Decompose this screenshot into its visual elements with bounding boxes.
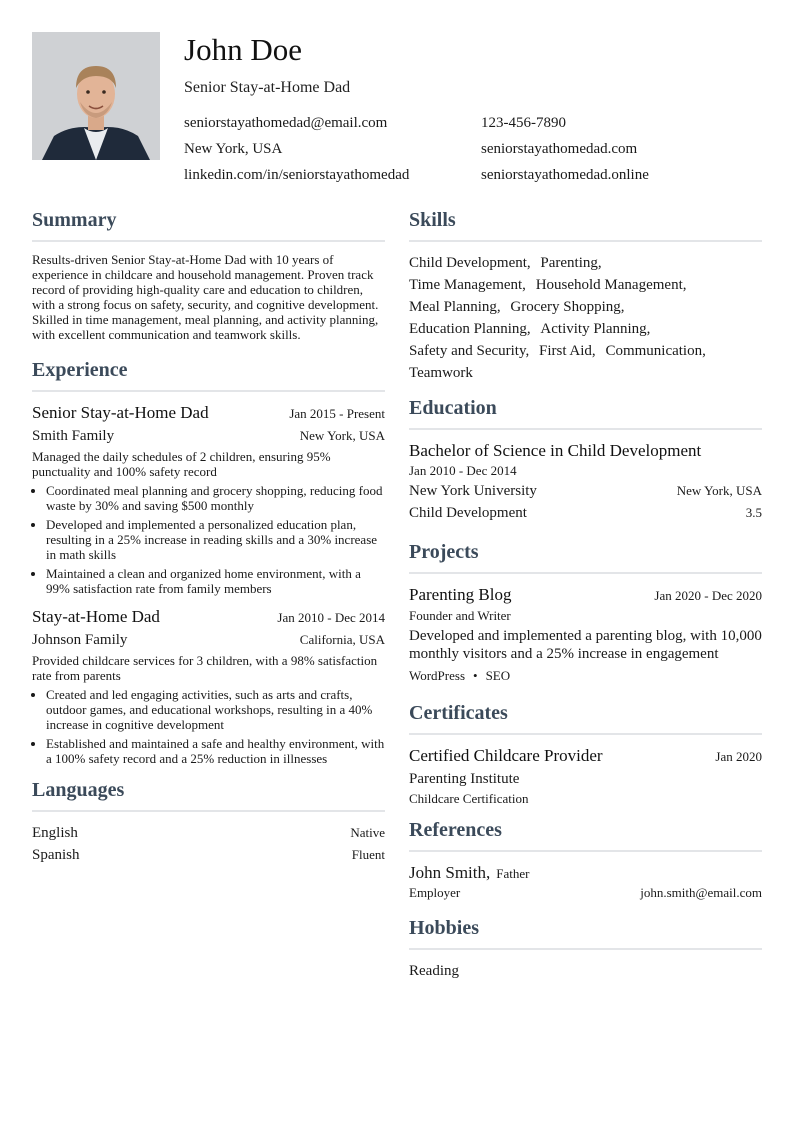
degree-title: Bachelor of Science in Child Development: [409, 441, 702, 460]
section-title: Hobbies: [409, 917, 480, 939]
certificate-issuer: Parenting Institute: [409, 771, 520, 787]
project-title: Parenting Blog: [409, 585, 512, 604]
hobbies-section: [409, 914, 762, 982]
skill-item: Activity Planning,: [540, 321, 651, 337]
section-divider: [409, 733, 762, 735]
skill-item: Communication,: [605, 343, 706, 359]
project-keywords: WordPress • SEO: [409, 668, 511, 683]
reference-role: Employer: [409, 885, 461, 900]
language-name: Spanish: [32, 847, 80, 863]
section-divider: [409, 850, 762, 852]
profile-photo: [32, 32, 160, 160]
languages-section: [32, 776, 385, 866]
section-divider: [409, 240, 762, 242]
phone-link[interactable]: 123-456-7890: [481, 115, 566, 131]
summary-section: [32, 206, 385, 342]
keyword-tag: WordPress: [409, 668, 466, 683]
job-date: Jan 2015 - Present: [289, 406, 385, 421]
right-column: [409, 206, 762, 982]
hobby-item: Reading: [409, 963, 459, 979]
education-section: [409, 394, 762, 538]
field-of-study: Child Development: [409, 505, 527, 521]
section-title: Skills: [409, 209, 456, 231]
skill-item: Time Management,: [409, 277, 526, 293]
education-date: Jan 2010 - Dec 2014: [409, 463, 517, 478]
certificate-date: Jan 2020: [715, 749, 762, 764]
section-title: Education: [409, 397, 497, 419]
skill-item: Education Planning,: [409, 321, 531, 337]
section-divider: [32, 810, 385, 812]
certificates-section: [409, 699, 762, 816]
candidate-title: Senior Stay-at-Home Dad: [184, 79, 351, 96]
achievement-list: [32, 483, 385, 596]
employer-name: Smith Family: [32, 428, 115, 444]
achievement-item: • Created and led engaging activities, such as arts and crafts, outdoor games, and educational workshops, resulting in a 40% increase in cognitive development: [46, 687, 385, 732]
achievement-item: • Developed and implemented a personalized education plan, resulting in a 25% increase in reading skills and a 30% increase in math skills: [46, 517, 385, 562]
skill-item: Grocery Shopping,: [510, 299, 625, 315]
website-link-secondary[interactable]: seniorstayathomedad.online: [481, 167, 649, 183]
language-level: Fluent: [351, 847, 385, 862]
certificate-type: Childcare Certification: [409, 791, 529, 806]
job-location: California, USA: [299, 632, 385, 647]
experience-section: [32, 356, 385, 766]
section-title: Projects: [409, 541, 479, 563]
reference-relation: Father: [496, 866, 530, 881]
job-date: Jan 2010 - Dec 2014: [277, 610, 385, 625]
section-title: Summary: [32, 209, 117, 231]
job-description: Provided childcare services for 3 children, with a 98% satisfaction rate from parents: [32, 653, 378, 683]
achievement-item: • Coordinated meal planning and grocery shopping, reducing food waste by 30% and saving $500 monthly: [46, 483, 385, 513]
job-title: Senior Stay-at-Home Dad: [32, 403, 209, 422]
section-title: Experience: [32, 359, 128, 381]
job-location: New York, USA: [299, 428, 385, 443]
skill-item: Meal Planning,: [409, 299, 501, 315]
keyword-tag: SEO: [485, 668, 511, 683]
location-text: New York, USA: [184, 141, 283, 157]
skill-item: First Aid,: [539, 343, 596, 359]
skill-item: Child Development,: [409, 255, 531, 271]
person-portrait-icon: [32, 32, 160, 160]
school-name: New York University: [409, 483, 537, 499]
email-link[interactable]: seniorstayathomedad@email.com: [184, 115, 388, 131]
section-title: Languages: [32, 779, 125, 801]
project-date: Jan 2020 - Dec 2020: [654, 588, 762, 603]
achievement-item: • Established and maintained a safe and healthy environment, with a 100% safety record and a 25% reduction in illnesses: [46, 736, 385, 766]
experience-entry: [32, 606, 385, 766]
section-divider: [32, 240, 385, 242]
section-divider: [409, 572, 762, 574]
language-name: English: [32, 825, 78, 841]
reference-name: John Smith,: [409, 863, 491, 882]
section-divider: [409, 428, 762, 430]
achievement-list: [32, 687, 385, 766]
left-column: [32, 206, 385, 866]
achievement-item: • Maintained a clean and organized home environment, with a 99% satisfaction rate from family members: [46, 566, 385, 596]
references-section: [409, 816, 762, 914]
job-title: Stay-at-Home Dad: [32, 607, 160, 626]
skills-section: [409, 206, 762, 384]
section-title: Certificates: [409, 702, 508, 724]
reference-email[interactable]: john.smith@email.com: [640, 885, 762, 900]
skill-item: Teamwork: [409, 365, 473, 381]
website-link[interactable]: seniorstayathomedad.com: [481, 141, 638, 157]
skill-item: Household Management,: [535, 277, 687, 293]
language-level: Native: [350, 825, 385, 840]
projects-section: [409, 538, 762, 699]
language-row: [32, 844, 385, 866]
language-row: [32, 822, 385, 844]
candidate-name: John Doe: [184, 32, 302, 67]
gpa-value: 3.5: [745, 505, 762, 520]
summary-text: Results-driven Senior Stay-at-Home Dad with 10 years of experience in childcare and household management. Proven track record of providing high-quality care and education to children, with a strong focus on safety, security, and cognitive development. Skilled in time management, meal planning, and activity planning, with excellent communication and teamwork skills.: [32, 252, 379, 342]
project-role: Founder and Writer: [409, 608, 511, 623]
project-description: Developed and implemented a parenting blog, with 10,000 monthly visitors and a 25% increase in engagement: [409, 628, 762, 662]
section-title: References: [409, 819, 502, 841]
school-location: New York, USA: [676, 483, 762, 498]
job-description: Managed the daily schedules of 2 children, ensuring 95% punctuality and 100% safety record: [32, 449, 331, 479]
experience-entry: [32, 402, 385, 596]
section-divider: [409, 948, 762, 950]
skill-item: Parenting,: [540, 255, 602, 271]
section-divider: [32, 390, 385, 392]
skill-item: Safety and Security,: [409, 343, 530, 359]
skills-list: [409, 252, 762, 384]
certificate-title: Certified Childcare Provider: [409, 746, 603, 765]
linkedin-link[interactable]: linkedin.com/in/seniorstayathomedad: [184, 167, 410, 183]
employer-name: Johnson Family: [32, 632, 128, 648]
